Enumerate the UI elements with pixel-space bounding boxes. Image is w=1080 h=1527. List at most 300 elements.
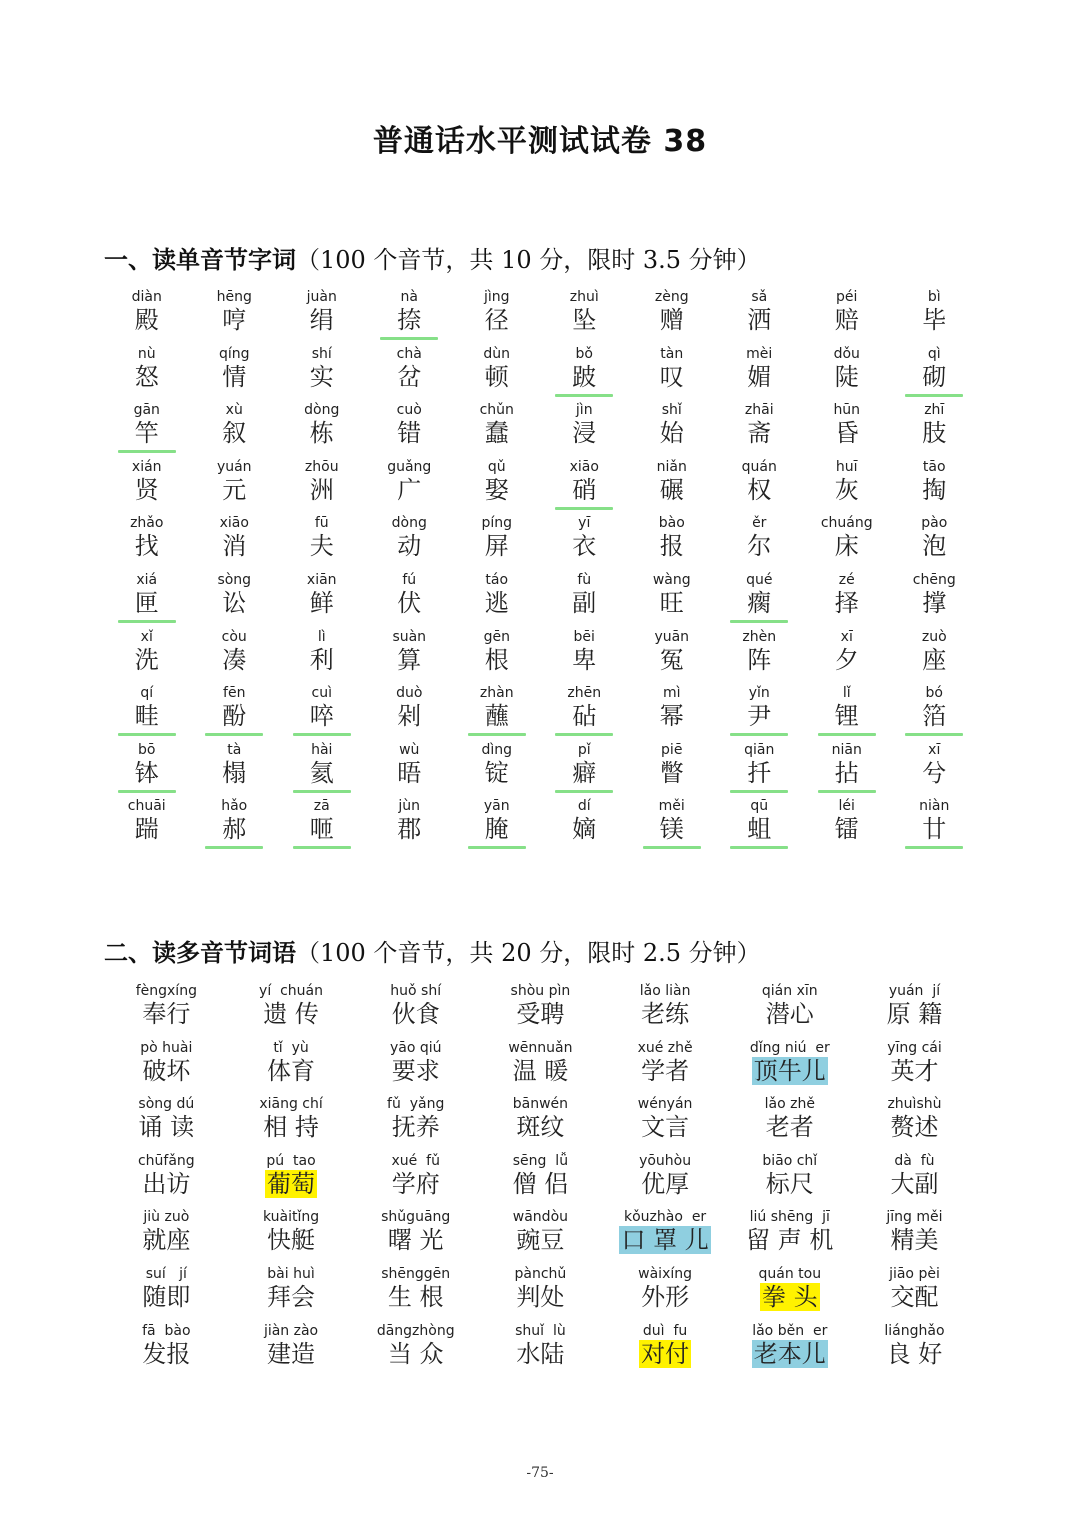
syllable-item (453, 797, 541, 854)
syllable-item (366, 797, 454, 854)
syllable-character: 剁 (397, 702, 422, 731)
syllable-character: 镁 (659, 815, 684, 844)
syllable-character: 肢 (922, 419, 947, 448)
syllable-item (103, 345, 191, 402)
syllable-item (278, 797, 366, 854)
word-text: 外形 (641, 1282, 690, 1311)
syllable-character: 顿 (484, 362, 509, 391)
word-pinyin: shēnggēn (381, 1265, 451, 1282)
word-text: 学府 (391, 1169, 440, 1198)
syllable-pinyin: shǐ (661, 402, 682, 419)
syllable-character: 斋 (747, 419, 772, 448)
word-text: 相 持 (263, 1113, 319, 1142)
syllable-character: 夫 (309, 532, 334, 561)
syllable-pinyin: guǎng (387, 458, 432, 475)
syllable-item (453, 684, 541, 741)
word-text: 建造 (267, 1339, 316, 1368)
syllable-pinyin: zhèn (742, 628, 777, 645)
syllable-character: 座 (922, 645, 947, 674)
syllable-character: 算 (397, 645, 422, 674)
syllable-item (103, 797, 191, 854)
difficult-word-underline (905, 733, 963, 736)
word-item (603, 1265, 728, 1322)
syllable-character: 啐 (309, 702, 334, 731)
difficult-word-underline (905, 394, 963, 397)
syllable-item (191, 684, 279, 741)
syllable-item (103, 458, 191, 515)
difficult-word-underline (205, 733, 263, 736)
word-item (353, 1208, 478, 1265)
syllable-pinyin: gān (133, 402, 160, 419)
syllable-item (366, 628, 454, 685)
word-item (104, 1039, 229, 1096)
word-item (603, 1039, 728, 1096)
syllable-pinyin: qué (746, 571, 773, 588)
word-item (603, 982, 728, 1039)
syllable-item (453, 345, 541, 402)
section2-heading-label: 二、读多音节词语 (104, 939, 296, 967)
syllable-character: 叙 (222, 419, 247, 448)
difficult-word-underline (293, 733, 351, 736)
syllable-pinyin: xián (131, 458, 162, 475)
highlighted-word: 对付 (641, 1339, 690, 1368)
syllable-item (191, 401, 279, 458)
word-item (852, 1095, 977, 1152)
syllable-pinyin: zé (838, 571, 855, 588)
syllable-item (891, 571, 979, 628)
word-item (478, 982, 603, 1039)
syllable-character: 消 (222, 532, 247, 561)
syllable-item (891, 684, 979, 741)
syllable-item (891, 628, 979, 685)
syllable-character: 广 (397, 475, 422, 504)
difficult-word-underline (468, 733, 526, 736)
word-pinyin: quán tou (758, 1265, 822, 1282)
syllable-pinyin: fù (577, 571, 592, 588)
syllable-pinyin: dòng (304, 402, 340, 419)
word-pinyin: zhuìshù (887, 1096, 942, 1113)
syllable-pinyin: yān (483, 798, 510, 815)
syllable-pinyin: zhōu (304, 458, 339, 475)
word-item (478, 1039, 603, 1096)
syllable-item (803, 741, 891, 798)
word-pinyin: dāngzhòng (376, 1322, 455, 1339)
word-text: 原 籍 (886, 1000, 943, 1028)
word-text: 标尺 (765, 1169, 814, 1198)
page-number: -75- (526, 1465, 554, 1481)
word-item (229, 1095, 354, 1152)
syllable-pinyin: píng (481, 515, 513, 532)
word-text: 赘述 (890, 1113, 939, 1142)
difficult-word-underline (555, 733, 613, 736)
section2-heading-note: （100 个音节，共 20 分，限时 2.5 分钟） (296, 939, 761, 967)
word-pinyin: jiù zuò (143, 1209, 190, 1226)
syllable-pinyin: zhēn (567, 685, 602, 702)
syllable-item (453, 288, 541, 345)
word-pinyin: fǔ yǎng (387, 1096, 445, 1113)
syllable-item (103, 684, 191, 741)
syllable-pinyin: xiāo (569, 458, 599, 475)
word-pinyin: lǎo liàn (639, 983, 691, 999)
syllable-item (366, 345, 454, 402)
syllable-character: 伏 (397, 588, 422, 617)
syllable-character: 床 (834, 532, 859, 561)
syllable-pinyin: lì (317, 628, 326, 645)
syllable-pinyin: bō (138, 741, 156, 758)
syllable-pinyin: dòng (391, 515, 427, 532)
syllable-item (453, 628, 541, 685)
syllable-pinyin: wàng (652, 571, 691, 588)
syllable-character: 瘸 (747, 588, 772, 617)
difficult-word-underline (730, 733, 788, 736)
syllable-pinyin: měi (658, 798, 685, 815)
syllable-pinyin: yǐn (748, 685, 770, 702)
difficult-word-underline (468, 846, 526, 849)
syllable-item (628, 345, 716, 402)
syllable-pinyin: pào (921, 515, 948, 532)
syllable-item (366, 684, 454, 741)
syllable-pinyin: xī (928, 741, 941, 758)
word-pinyin: wényán (637, 1096, 693, 1113)
syllable-item (453, 458, 541, 515)
word-item (353, 1322, 478, 1379)
word-text: 诵 读 (138, 1113, 195, 1142)
syllable-character: 冤 (659, 645, 684, 674)
section2-heading (104, 933, 761, 968)
syllable-pinyin: niǎn (656, 458, 687, 475)
word-item (727, 1265, 852, 1322)
syllable-pinyin: quán (741, 458, 777, 475)
syllable-character: 幂 (659, 702, 684, 731)
syllable-character: 扦 (747, 758, 772, 787)
syllable-pinyin: xù (225, 402, 243, 419)
syllable-pinyin: jùn (398, 798, 421, 815)
syllable-pinyin: duò (396, 685, 423, 702)
syllable-pinyin: niān (831, 741, 862, 758)
syllable-pinyin: nà (400, 289, 418, 305)
syllable-pinyin: xī (840, 628, 853, 645)
word-pinyin: biāo chǐ (762, 1152, 818, 1169)
syllable-item (541, 741, 629, 798)
word-pinyin: jīng měi (886, 1209, 943, 1226)
syllable-item (803, 571, 891, 628)
word-item (478, 1208, 603, 1265)
syllable-item (278, 288, 366, 345)
word-text: 僧 侣 (512, 1169, 569, 1198)
syllable-character: 哼 (222, 306, 247, 334)
syllable-pinyin: bào (658, 515, 685, 532)
syllable-pinyin: bǒ (575, 345, 593, 362)
syllable-character: 洒 (747, 306, 772, 334)
difficult-word-underline (818, 790, 876, 793)
syllable-item (803, 797, 891, 854)
syllable-item (278, 684, 366, 741)
word-text: 精美 (890, 1226, 939, 1255)
syllable-pinyin: niàn (919, 798, 950, 815)
syllable-pinyin: táo (485, 571, 509, 588)
word-pinyin: shǔguāng (381, 1209, 451, 1226)
syllable-item (891, 288, 979, 345)
word-pinyin: liú shēng jī (749, 1209, 830, 1226)
syllable-item (191, 571, 279, 628)
difficult-word-underline (293, 846, 351, 849)
syllable-pinyin: jìn (575, 402, 593, 419)
word-pinyin: dà fù (894, 1152, 935, 1169)
word-pinyin: lǎo zhě (764, 1096, 815, 1113)
syllable-character: 榻 (222, 758, 247, 787)
word-text: 判处 (516, 1282, 565, 1311)
word-item (852, 1208, 977, 1265)
syllable-pinyin: fēn (223, 685, 246, 702)
syllable-item (191, 514, 279, 571)
syllable-pinyin: dí (577, 798, 591, 815)
syllable-character: 贤 (134, 475, 159, 504)
word-item (852, 1265, 977, 1322)
word-pinyin: kuàitǐng (262, 1209, 320, 1226)
word-text: 体育 (267, 1056, 316, 1085)
syllable-item (103, 401, 191, 458)
syllable-character: 拈 (834, 758, 859, 787)
syllable-character: 夕 (834, 645, 859, 674)
syllable-pinyin: péi (836, 289, 858, 305)
syllable-character: 浸 (572, 419, 597, 448)
syllable-pinyin: yuán (216, 458, 252, 475)
word-item (727, 1208, 852, 1265)
syllable-item (278, 458, 366, 515)
word-pinyin: jiāo pèi (889, 1265, 940, 1282)
syllable-character: 晤 (397, 758, 422, 787)
syllable-item (366, 741, 454, 798)
syllable-character: 叹 (659, 362, 684, 391)
syllable-character: 卑 (572, 645, 597, 674)
syllable-pinyin: tāo (922, 458, 946, 475)
syllable-item (278, 345, 366, 402)
word-text: 良 好 (886, 1339, 943, 1368)
syllable-character: 绢 (309, 306, 334, 334)
syllable-item (716, 741, 804, 798)
syllable-item (716, 571, 804, 628)
syllable-pinyin: xiān (306, 571, 337, 588)
syllable-character: 嫡 (572, 815, 597, 844)
syllable-character: 郝 (222, 815, 247, 844)
syllable-character: 栋 (309, 419, 334, 448)
word-pinyin: shòu pìn (510, 983, 571, 999)
difficult-word-underline (818, 733, 876, 736)
word-text: 斑纹 (516, 1113, 565, 1142)
word-item (229, 1208, 354, 1265)
word-item (727, 1152, 852, 1209)
syllable-pinyin: hūn (833, 402, 861, 419)
syllable-item (803, 401, 891, 458)
word-text: 就座 (142, 1226, 191, 1255)
syllable-character: 旺 (659, 588, 684, 617)
syllable-item (628, 797, 716, 854)
word-pinyin: sòng dú (138, 1096, 195, 1113)
word-item (229, 982, 354, 1039)
syllable-character: 错 (397, 419, 422, 448)
syllable-character: 赔 (834, 306, 859, 334)
syllable-item (541, 797, 629, 854)
word-item (603, 1208, 728, 1265)
syllable-character: 讼 (222, 588, 247, 617)
syllable-character: 捺 (397, 306, 422, 334)
word-text: 随即 (142, 1282, 191, 1311)
word-pinyin: yīng cái (887, 1039, 942, 1056)
syllable-character: 尔 (747, 532, 772, 561)
syllable-character: 找 (134, 532, 159, 561)
syllable-pinyin: nù (137, 345, 156, 362)
word-text: 豌豆 (516, 1226, 565, 1255)
word-pinyin: wàixíng (638, 1265, 693, 1282)
word-pinyin: bài huì (267, 1265, 315, 1282)
word-item (727, 1095, 852, 1152)
syllable-pinyin: yī (578, 515, 591, 532)
difficult-word-underline (730, 620, 788, 623)
word-item (852, 1152, 977, 1209)
word-text: 当 众 (387, 1339, 444, 1368)
word-item (852, 1322, 977, 1379)
difficult-word-underline (555, 507, 613, 510)
syllable-item (278, 741, 366, 798)
highlighted-word: 葡萄 (267, 1169, 316, 1198)
difficult-word-underline (205, 846, 263, 849)
word-pinyin: dǐng niú er (749, 1039, 830, 1056)
word-text: 出访 (142, 1169, 191, 1198)
word-text: 老者 (765, 1113, 814, 1142)
syllable-item (891, 741, 979, 798)
word-pinyin: suí jí (145, 1265, 187, 1282)
syllable-pinyin: mì (662, 685, 681, 702)
syllable-character: 陡 (834, 362, 859, 391)
difficult-word-underline (555, 394, 613, 397)
syllable-character: 利 (309, 645, 334, 674)
word-pinyin: liánghǎo (884, 1322, 945, 1339)
syllable-character: 报 (659, 532, 684, 561)
syllable-item (366, 514, 454, 571)
syllable-character: 昏 (834, 419, 859, 448)
syllable-item (628, 288, 716, 345)
syllable-character: 郡 (397, 815, 422, 844)
difficult-word-underline (118, 620, 176, 623)
syllable-item (541, 514, 629, 571)
syllable-pinyin: qiān (744, 741, 775, 758)
highlighted-word: 顶牛儿 (753, 1056, 826, 1085)
word-text: 要求 (391, 1056, 440, 1085)
syllable-character: 镭 (834, 815, 859, 844)
syllable-character: 动 (397, 532, 422, 561)
word-text: 交配 (890, 1282, 939, 1311)
syllable-pinyin: fú (402, 571, 417, 588)
syllable-character: 副 (572, 588, 597, 617)
syllable-item (191, 628, 279, 685)
syllable-item (891, 514, 979, 571)
syllable-character: 洲 (309, 475, 334, 504)
syllable-character: 媚 (747, 362, 772, 391)
syllable-item (628, 458, 716, 515)
word-item (603, 1095, 728, 1152)
word-pinyin: pànchǔ (514, 1265, 567, 1282)
word-item (603, 1152, 728, 1209)
syllable-pinyin: zhī (924, 402, 945, 419)
word-text: 学者 (641, 1056, 690, 1085)
word-pinyin: wēnnuǎn (508, 1039, 573, 1056)
syllable-item (541, 458, 629, 515)
syllable-character: 始 (659, 419, 684, 448)
word-text: 优厚 (641, 1169, 690, 1198)
word-item (603, 1322, 728, 1379)
syllable-character: 蠢 (484, 419, 509, 448)
syllable-item (453, 514, 541, 571)
syllable-item (191, 288, 279, 345)
syllable-pinyin: zhǎo (130, 515, 164, 532)
syllable-character: 岔 (397, 362, 422, 391)
syllable-character: 碾 (659, 475, 684, 504)
syllable-character: 衣 (572, 532, 597, 561)
syllable-item (366, 458, 454, 515)
syllable-item (803, 345, 891, 402)
syllable-item (891, 458, 979, 515)
syllable-item (628, 628, 716, 685)
syllable-character: 赠 (659, 306, 684, 334)
syllable-pinyin: shí (311, 345, 332, 362)
syllable-character: 怒 (134, 362, 159, 391)
syllable-item (628, 684, 716, 741)
syllable-character: 蛆 (747, 815, 772, 844)
syllable-character: 蘸 (484, 702, 509, 731)
word-pinyin: qián xīn (761, 983, 818, 999)
syllable-item (716, 401, 804, 458)
difficult-word-underline (730, 790, 788, 793)
syllable-pinyin: suàn (392, 628, 427, 645)
highlighted-word: 拳 头 (761, 1282, 818, 1311)
word-pinyin: huǒ shí (390, 983, 442, 999)
syllable-pinyin: qì (927, 345, 941, 362)
difficult-word-underline (118, 450, 176, 453)
syllable-item (278, 401, 366, 458)
syllable-item (541, 288, 629, 345)
word-text: 受聘 (516, 1000, 565, 1028)
syllable-pinyin: ěr (752, 515, 767, 532)
syllable-pinyin: wù (399, 741, 420, 758)
syllable-character: 毕 (922, 306, 947, 334)
difficult-word-underline (730, 846, 788, 849)
word-pinyin: xiāng chí (259, 1096, 323, 1113)
syllable-character: 实 (309, 362, 334, 391)
difficult-word-underline (118, 733, 176, 736)
syllable-character: 径 (484, 306, 509, 334)
syllable-character: 咂 (309, 815, 334, 844)
word-pinyin: wāndòu (512, 1209, 569, 1226)
syllable-character: 凑 (222, 645, 247, 674)
syllable-item (716, 345, 804, 402)
syllable-pinyin: bì (927, 289, 941, 305)
syllable-pinyin: gēn (483, 628, 510, 645)
difficult-word-underline (643, 846, 701, 849)
word-pinyin: shuǐ lù (515, 1322, 566, 1339)
syllable-item (103, 628, 191, 685)
word-pinyin: kǒuzhào er (624, 1209, 707, 1226)
syllable-character: 权 (747, 475, 772, 504)
syllable-pinyin: mèi (746, 345, 773, 362)
syllable-item (541, 345, 629, 402)
syllable-pinyin: dǒu (833, 345, 860, 362)
syllable-item (803, 628, 891, 685)
syllable-item (716, 458, 804, 515)
word-text: 英才 (890, 1056, 939, 1085)
word-item (104, 1152, 229, 1209)
syllable-pinyin: chuāi (127, 798, 166, 815)
syllable-pinyin: huī (835, 458, 858, 475)
